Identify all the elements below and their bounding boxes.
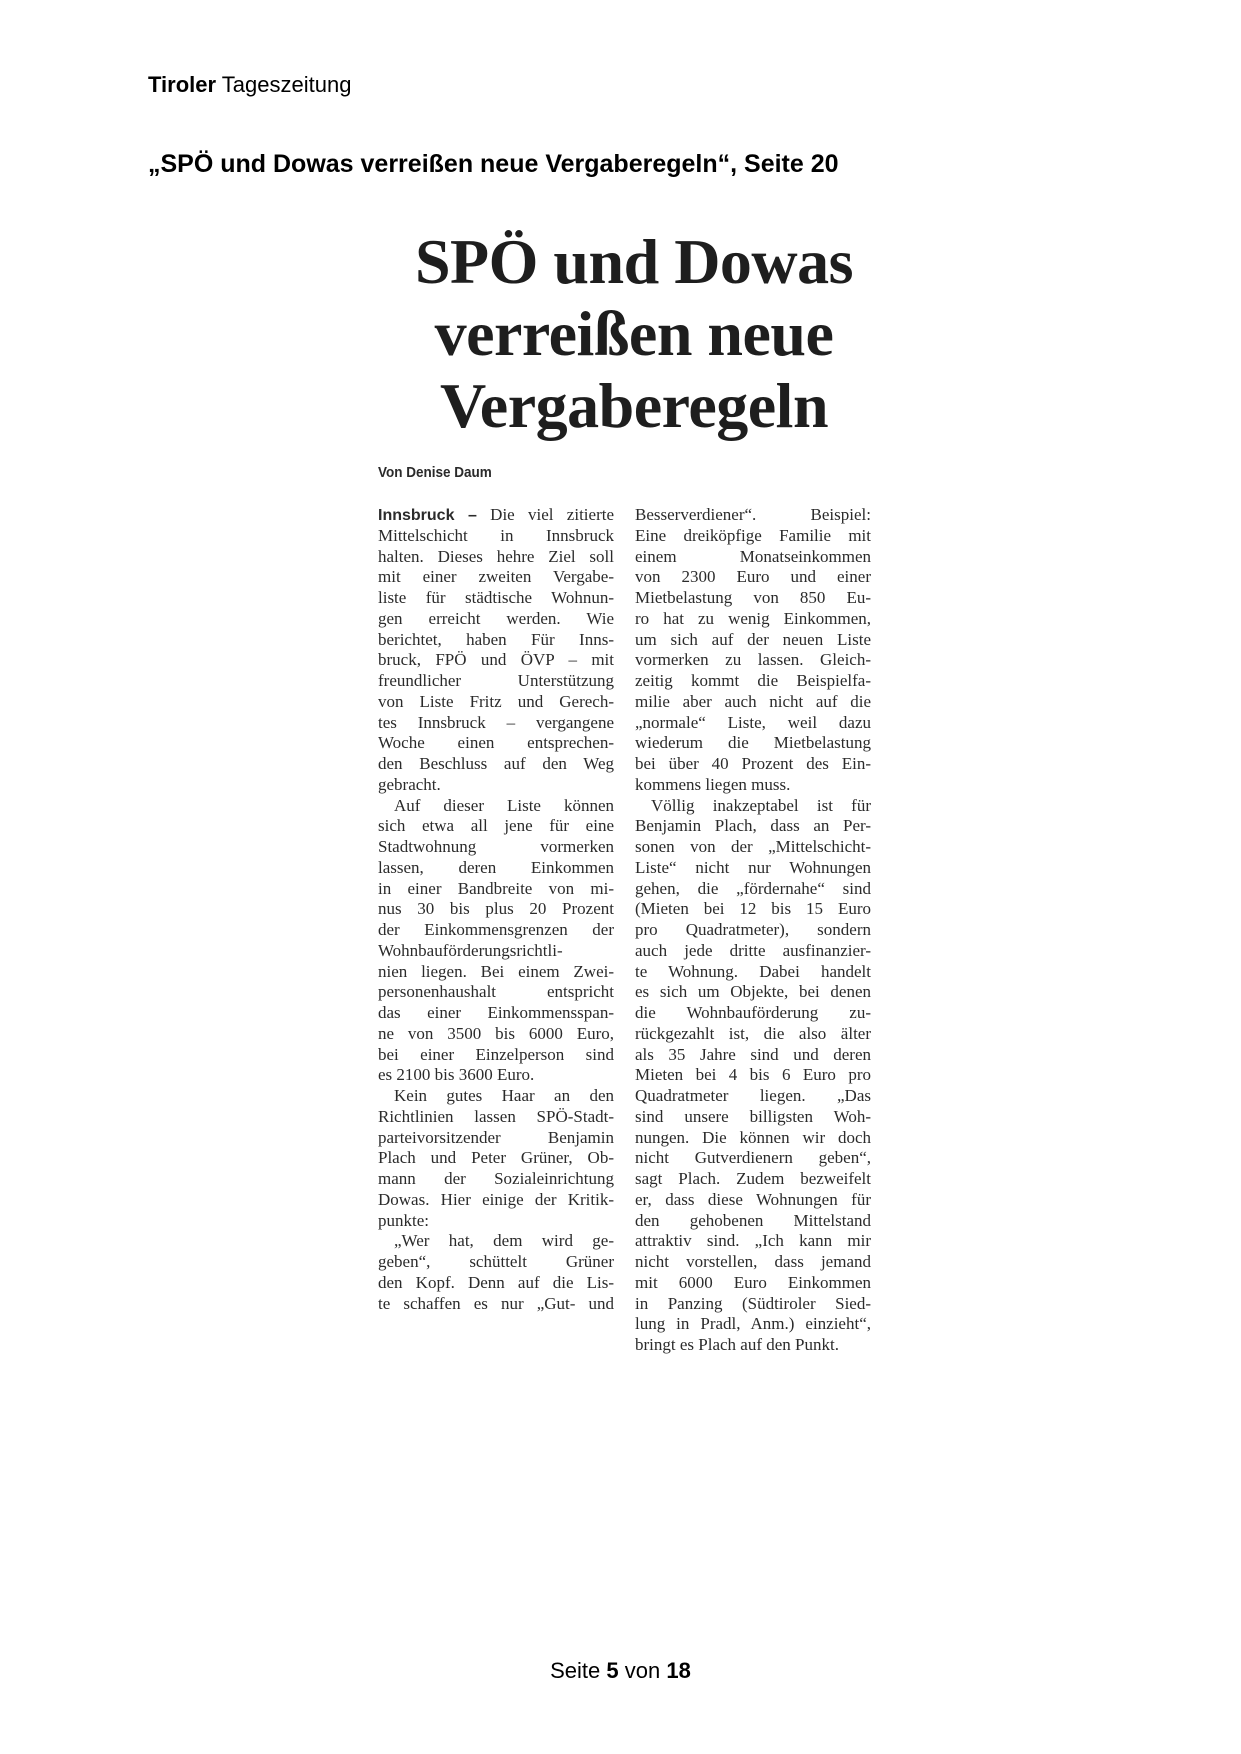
page-footer [0,1658,1241,1684]
text-line: tes Innsbruck – vergangene [378,712,614,732]
article-column-left [378,505,614,1314]
text-line: Quadratmeter liegen. „Das [635,1086,871,1105]
text-line: freundlicher Unterstützung [378,671,614,690]
text-line: bruck, FPÖ und ÖVP – mit [378,650,614,670]
text-line: punkte: [378,1210,429,1230]
publication-name-bold: Tiroler [148,72,217,97]
text-line: gebracht. [378,774,441,794]
publication-name [148,72,351,98]
text-line: wiederum die Mietbelastung [635,733,871,753]
text-line: Liste“ nicht nur Wohnungen [635,857,871,877]
text-line: Benjamin Plach, dass an Per- [635,816,871,836]
dateline: Innsbruck – [378,507,477,524]
text-line: nicht Gutverdienern geben“, [635,1148,871,1168]
text-line: geben“, schüttelt Grüner [378,1252,614,1271]
text-line [378,505,614,526]
article-column-right [635,505,871,1356]
text-line: Plach und Peter Grüner, Ob- [378,1148,614,1168]
text-line: auch jede dritte ausfinanzier- [635,940,871,960]
text-line-content: Die viel zitierte [490,505,615,524]
text-line: Völlig inakzeptabel ist für [651,795,871,815]
publication-name-rest: Tageszeitung [221,72,352,97]
headline-line: Vergaberegeln [439,370,829,441]
text-line: nungen. Die können wir doch [635,1127,871,1147]
text-line: Dowas. Hier einige der Kritik- [378,1189,614,1209]
text-line: zeitig kommt die Beispielfa- [635,671,871,690]
text-line: Eine dreiköpfige Familie mit [635,525,871,545]
text-line: liste für städtische Wohnun- [378,588,614,607]
text-line: mann der Sozialeinrichtung [378,1169,614,1188]
text-line: mit einer zweiten Vergabe- [378,567,614,587]
text-line: von Liste Fritz und Gerech- [378,691,614,711]
text-line: halten. Dieses hehre Ziel soll [378,546,614,566]
text-line: nien liegen. Bei einem Zwei- [378,961,614,981]
text-line: Besserverdiener“. Beispiel: [635,505,871,524]
text-line: als 35 Jahre sind und deren [635,1044,871,1064]
text-line: den gehobenen Mittelstand [635,1210,871,1230]
byline: Von Denise Daum [378,464,492,481]
current-page: 5 [606,1658,619,1683]
text-line: te Wohnung. Dabei handelt [635,961,871,981]
text-line: Mittelschicht in Innsbruck [378,525,614,545]
text-line: nicht vorstellen, dass jemand [635,1252,871,1271]
footer-prefix: Seite [550,1658,601,1683]
text-line: mit 6000 Euro Einkommen [635,1272,871,1292]
text-line: vormerken zu lassen. Gleich- [635,650,871,670]
text-line: sagt Plach. Zudem bezweifelt [635,1169,871,1188]
text-line: den Beschluss auf den Weg [378,754,614,773]
text-line: rückgezahlt ist, die also älter [635,1023,871,1043]
text-line: es 2100 bis 3600 Euro. [378,1065,535,1085]
text-line: ro hat zu wenig Einkommen, [635,608,871,628]
text-line: „normale“ Liste, weil dazu [635,712,871,732]
text-line: lung in Pradl, Anm.) einzieht“, [635,1314,871,1334]
text-line: ne von 3500 bis 6000 Euro, [378,1023,614,1043]
text-line: milie aber auch nicht auf die [635,691,871,711]
footer-middle: von [624,1658,661,1683]
text-line: te schaffen es nur „Gut- und [378,1293,614,1313]
text-line: den Kopf. Denn auf die Lis- [378,1272,614,1292]
text-line: Wohnbauförderungsrichtli- [378,940,563,960]
text-line: Mieten bei 4 bis 6 Euro pro [635,1065,871,1085]
text-line: attraktiv sind. „Ich kann mir [635,1231,871,1251]
text-line: kommens liegen muss. [635,774,791,794]
text-line: gen erreicht werden. Wie [378,608,614,628]
text-line: sind unsere billigsten Woh- [635,1106,871,1126]
text-line: Kein gutes Haar an den [394,1086,614,1105]
text-line: parteivorsitzender Benjamin [378,1127,614,1147]
text-line: (Mieten bei 12 bis 15 Euro [635,899,871,919]
text-line: von 2300 Euro und einer [635,567,871,587]
article-headline [334,226,934,442]
text-line: einem Monatseinkommen [635,546,871,566]
text-line: sonen von der „Mittelschicht- [635,837,871,856]
article-reference: „SPÖ und Dowas verreißen neue Vergaberegeln“, Seite 20 [148,150,839,178]
headline-line: verreißen neue [434,298,834,369]
text-line: in Panzing (Südtiroler Sied- [635,1293,871,1313]
text-line: sich etwa all jene für eine [378,816,614,836]
text-line: in einer Bandbreite von mi- [378,878,614,898]
text-line: Stadtwohnung vormerken [378,837,614,856]
text-line: lassen, deren Einkommen [378,857,614,877]
text-line: Mietbelastung von 850 Eu- [635,588,871,607]
text-line: er, dass diese Wohnungen für [635,1189,871,1209]
text-line: bei einer Einzelperson sind [378,1044,614,1064]
total-pages: 18 [666,1658,691,1683]
text-line: Auf dieser Liste können [394,795,614,815]
text-line: personenhaushalt entspricht [378,982,614,1002]
text-line: um sich auf der neuen Liste [635,629,871,649]
text-line: das einer Einkommensspan- [378,1003,614,1022]
text-line: der Einkommensgrenzen der [378,920,614,939]
text-line: Woche einen entsprechen- [378,733,614,753]
text-line: es sich um Objekte, bei denen [635,982,871,1002]
headline-line: SPÖ und Dowas [414,226,854,297]
text-line: bei über 40 Prozent des Ein- [635,754,871,773]
text-line: gehen, die „fördernahe“ sind [635,878,871,898]
text-line: nus 30 bis plus 20 Prozent [378,899,614,919]
text-line: bringt es Plach auf den Punkt. [635,1335,839,1354]
text-line: „Wer hat, dem wird ge- [394,1231,614,1251]
text-line: pro Quadratmeter), sondern [635,920,871,939]
text-line: berichtet, haben Für Inns- [378,629,614,649]
text-line: Richtlinien lassen SPÖ-Stadt- [378,1106,614,1126]
text-line: die Wohnbauförderung zu- [635,1003,871,1022]
